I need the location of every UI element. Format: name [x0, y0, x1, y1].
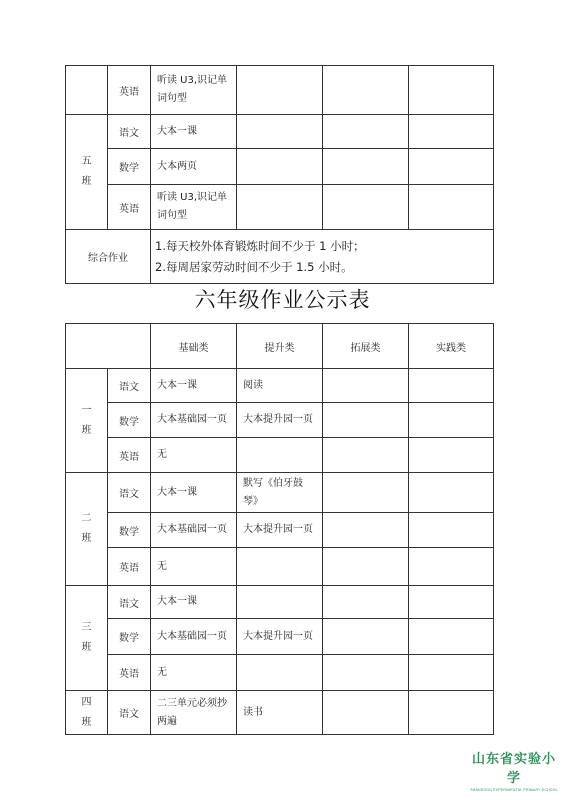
extend-cell [323, 586, 409, 619]
practice-cell [409, 115, 494, 149]
class-cell [66, 66, 108, 115]
subject-cell: 英语 [108, 438, 151, 473]
class-name-cell [66, 369, 108, 473]
basic-cell: 大本一课 [151, 473, 237, 513]
improve-cell [237, 438, 323, 473]
basic-cell: 大本基础园一页 [151, 403, 237, 438]
class-name-cell [66, 115, 108, 230]
comprehensive-row [66, 230, 494, 284]
table-row [66, 548, 494, 586]
table-row [66, 185, 494, 230]
class-name-char: 一 [81, 404, 92, 416]
basic-cell: 无 [151, 548, 237, 586]
extend-cell [323, 548, 409, 586]
extend-cell [323, 473, 409, 513]
comprehensive-line: 2.每周居家劳动时间不少于 1.5 小时。 [155, 259, 353, 274]
class-name-cell [66, 691, 108, 735]
basic-line: 两遍 [157, 715, 177, 727]
practice-cell [409, 149, 494, 185]
subject-cell: 数学 [108, 513, 151, 548]
header-practice: 实践类 [409, 324, 494, 369]
practice-cell [409, 66, 494, 115]
practice-cell [409, 369, 494, 403]
table-row [66, 586, 494, 619]
homework-table-continued [65, 65, 494, 284]
subject-cell: 英语 [108, 185, 151, 230]
extend-cell [323, 438, 409, 473]
extend-cell [323, 619, 409, 655]
practice-cell [409, 586, 494, 619]
table-row [66, 691, 494, 735]
extend-cell [323, 185, 409, 230]
page-title: 六年级作业公示表 [194, 288, 371, 312]
subject-cell: 英语 [108, 655, 151, 691]
practice-cell [409, 619, 494, 655]
practice-cell [409, 403, 494, 438]
class-name-char: 三 [81, 622, 92, 633]
extend-cell [323, 691, 409, 735]
practice-cell [409, 691, 494, 735]
class-name-char: 五 [81, 156, 92, 167]
improve-cell [237, 66, 323, 115]
basic-line: 词句型 [157, 210, 187, 221]
class-name-char: 班 [81, 533, 92, 544]
table-row [66, 66, 494, 115]
improve-cell [237, 185, 323, 230]
subject-cell: 数学 [108, 619, 151, 655]
basic-cell: 大本一课 [151, 115, 237, 149]
basic-cell [151, 185, 237, 230]
practice-cell [409, 548, 494, 586]
basic-line: 听读 U3,识记单 [157, 75, 228, 86]
class-name-char: 班 [81, 176, 92, 187]
subject-cell: 英语 [108, 548, 151, 586]
basic-line: 听读 U3,识记单 [157, 192, 228, 203]
improve-cell [237, 586, 323, 619]
basic-cell: 大本一课 [151, 586, 237, 619]
extend-cell [323, 513, 409, 548]
improve-cell [237, 149, 323, 185]
table-row [66, 438, 494, 473]
grade6-homework-table [65, 323, 494, 735]
class-name-cell [66, 473, 108, 586]
basic-line: 词句型 [157, 93, 187, 104]
school-logo-en: SHANDONG EXPERIMENTAL PRIMARY SCHOOL [470, 788, 558, 792]
improve-line: 默写《伯牙鼓 [243, 477, 303, 489]
class-name-char: 班 [81, 424, 92, 436]
practice-cell [409, 655, 494, 691]
class-name-cell [66, 586, 108, 691]
extend-cell [323, 403, 409, 438]
subject-cell: 数学 [108, 403, 151, 438]
class-name-char: 四 [81, 696, 92, 708]
practice-cell [409, 185, 494, 230]
class-name-char: 班 [81, 642, 92, 653]
improve-cell: 阅读 [237, 369, 323, 403]
practice-cell [409, 438, 494, 473]
subject-cell: 语文 [108, 115, 151, 149]
subject-cell: 语文 [108, 473, 151, 513]
extend-cell [323, 115, 409, 149]
table-row [66, 149, 494, 185]
extend-cell [323, 149, 409, 185]
practice-cell [409, 473, 494, 513]
basic-cell: 无 [151, 438, 237, 473]
extend-cell [323, 655, 409, 691]
school-logo-cn: 山东省实验小学 [471, 752, 556, 786]
subject-cell: 数学 [108, 149, 151, 185]
table-row [66, 513, 494, 548]
improve-cell [237, 655, 323, 691]
class-name-char: 二 [81, 513, 92, 524]
header-extend: 拓展类 [323, 324, 409, 369]
basic-cell: 大本基础园一页 [151, 619, 237, 655]
subject-cell: 语文 [108, 691, 151, 735]
table-row [66, 655, 494, 691]
improve-cell: 读书 [237, 691, 323, 735]
header-blank-cell [66, 324, 151, 369]
extend-cell [323, 66, 409, 115]
comprehensive-content [151, 230, 494, 284]
header-basic: 基础类 [151, 324, 237, 369]
improve-cell [237, 473, 323, 513]
practice-cell [409, 513, 494, 548]
table-row [66, 369, 494, 403]
table-row [66, 115, 494, 149]
subject-cell: 语文 [108, 369, 151, 403]
class-name-char: 班 [81, 716, 92, 728]
basic-cell: 无 [151, 655, 237, 691]
improve-cell [237, 115, 323, 149]
basic-cell: 大本两页 [151, 149, 237, 185]
table-row [66, 403, 494, 438]
extend-cell [323, 369, 409, 403]
table-row [66, 619, 494, 655]
basic-cell: 大本一课 [151, 369, 237, 403]
basic-cell [151, 691, 237, 735]
basic-cell [151, 66, 237, 115]
comprehensive-line: 1.每天校外体育锻炼时间不少于 1 小时； [155, 238, 365, 253]
improve-cell [237, 548, 323, 586]
improve-cell: 大本提升园一页 [237, 403, 323, 438]
subject-cell: 英语 [108, 66, 151, 115]
improve-cell: 大本提升园一页 [237, 513, 323, 548]
subject-cell: 语文 [108, 586, 151, 619]
basic-line: 二三单元必须抄 [157, 697, 227, 709]
header-improve: 提升类 [237, 324, 323, 369]
improve-line: 琴》 [243, 495, 263, 507]
improve-cell: 大本提升园一页 [237, 619, 323, 655]
table-row [66, 473, 494, 513]
comprehensive-label: 综合作业 [66, 230, 151, 284]
basic-cell: 大本基础园一页 [151, 513, 237, 548]
header-row [66, 324, 494, 369]
school-logo [468, 748, 560, 792]
